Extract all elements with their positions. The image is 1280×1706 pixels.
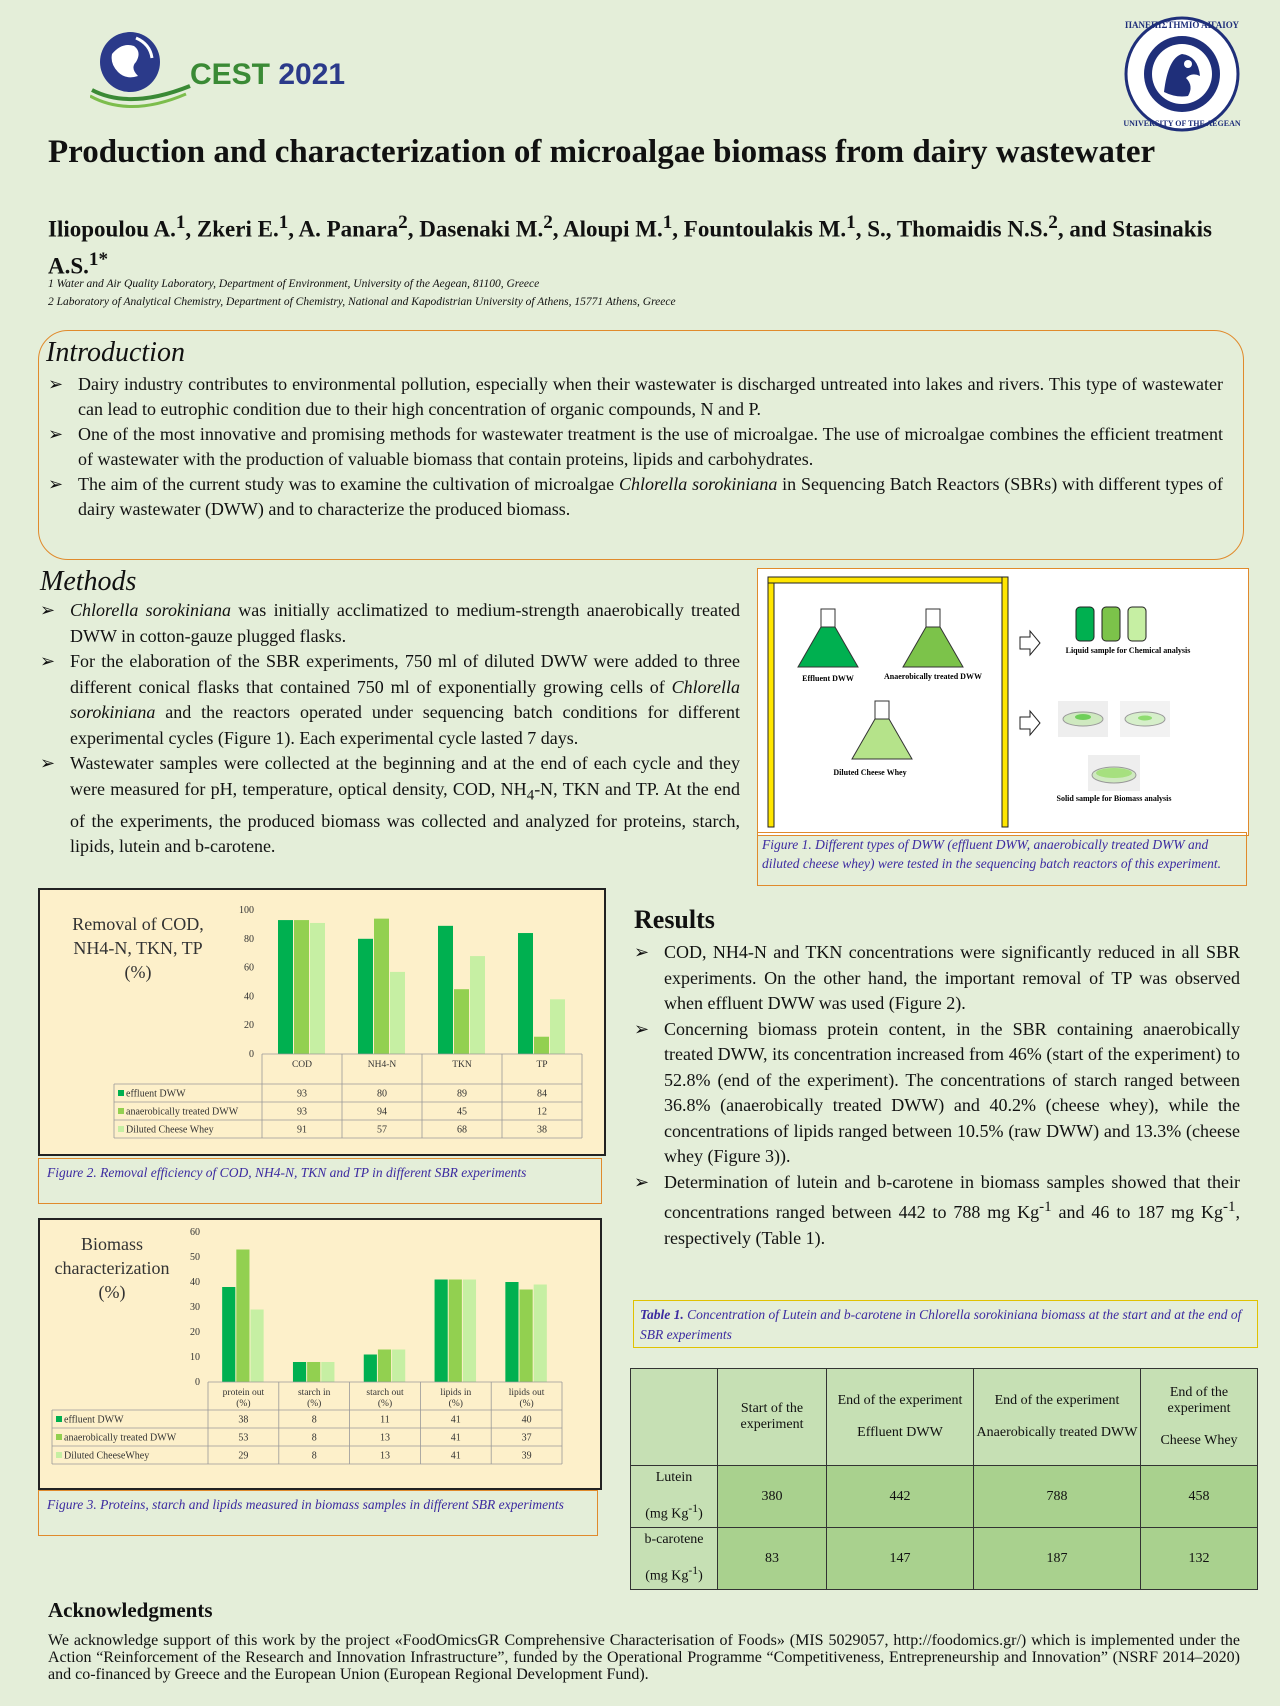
label-solid: Solid sample for Biomass analysis	[1056, 794, 1172, 803]
acknowledgments-text: We acknowledge support of this work by the project «FoodOmicsGR Comprehensive Characterisation of Foods» (MIS 5029057, http://foodomics.gr/) which is implemented under the Action “Reinforcement of the Research and Innovation Infrastructure”, funded by the Operational Programme “Competitiveness, Entrepreneurship and Innovation” (NSRF 2014–2020) and co-financed by Greece and the European Union (European Regional Development Fund).	[48, 1632, 1240, 1683]
data-label: 13	[380, 1450, 390, 1462]
legend-swatch	[118, 1090, 124, 1096]
x-tick-label: (%)	[448, 1399, 463, 1409]
legend-swatch	[56, 1452, 62, 1458]
author-list: Iliopoulou A.$^1$, Zkeri E.$^1$, A. Panara$^2$, Dasenaki M.$^2$, Aloupi M.$^1$, Fountoulakis M.$^1$, S., Thomaidis N.S.$^2$, and Stasinakis A.S.$^{1*}$	[48, 212, 1212, 279]
chart-title: Removal of COD,	[72, 914, 204, 934]
table-header-row	[631, 1369, 1258, 1466]
svg-text:UNIVERSITY OF THE AEGEAN: UNIVERSITY OF THE AEGEAN	[1123, 119, 1241, 128]
poster-title: Production and characterization of microalgae biomass from dairy wastewater	[48, 134, 1156, 170]
x-tick-label: (%)	[377, 1399, 393, 1409]
data-label: 91	[297, 1124, 307, 1136]
bar	[278, 920, 293, 1054]
legend-label: Diluted Cheese Whey	[126, 1124, 214, 1136]
figure-3-caption: Figure 3. Proteins, starch and lipids measured in biomass samples in different SBR experiments	[38, 1490, 598, 1536]
x-tick-label: COD	[291, 1060, 313, 1070]
y-tick-label: 40	[244, 991, 254, 1003]
y-tick-label: 40	[190, 1277, 200, 1288]
reactor-bar-right	[1002, 577, 1008, 827]
x-tick-label: starch in	[297, 1388, 331, 1398]
arrow-bullet-icon: ➢	[40, 600, 56, 620]
methods-list	[40, 598, 740, 860]
petri-dish-icon	[1058, 701, 1108, 737]
table-cell: 187	[974, 1528, 1141, 1590]
methods-heading: Methods	[40, 566, 137, 597]
results-list	[634, 940, 1240, 1251]
data-label: 94	[377, 1106, 387, 1118]
bar	[358, 939, 373, 1054]
data-label: 8	[311, 1432, 317, 1444]
y-tick-label: 80	[244, 933, 254, 945]
data-label: 37	[521, 1432, 532, 1444]
data-label: 12	[537, 1106, 547, 1118]
table-row	[631, 1528, 1258, 1590]
table-header-cell: Start of the experiment	[718, 1369, 827, 1466]
data-label: 11	[380, 1414, 390, 1426]
table-cell: 380	[718, 1466, 827, 1528]
y-tick-label: 50	[190, 1252, 200, 1263]
chart-removal-svg	[40, 890, 604, 1154]
flask-anaerobic-icon	[903, 609, 963, 667]
data-label: 39	[521, 1450, 532, 1462]
x-tick-label: TKN	[452, 1060, 472, 1070]
arrow-bullet-icon: ➢	[634, 1171, 650, 1192]
data-label: 57	[377, 1124, 387, 1136]
reactor-bar-top	[768, 577, 1008, 583]
affiliation-2: 2 Laboratory of Analytical Chemistry, Department of Chemistry, National and Kapodistrian University of Athens, 15771 Athens, Greece	[48, 296, 676, 308]
table-header-cell: End of the experiment Anaerobically treated DWW	[974, 1369, 1141, 1466]
list-item: ➢ Wastewater samples were collected at the beginning and at the end of each cycle and they were measured for pH, temperature, optical density, COD, $NH_4-N$, TKN and TP. At the end of the experiments, the produced biomass was collected and analyzed for proteins, starch, lipids, lutein and b-carotene.	[40, 753, 741, 857]
y-tick-label: 0	[249, 1049, 254, 1060]
arrow-right-icon	[1020, 711, 1040, 735]
table-header-cell: End of the experiment Cheese Whey	[1141, 1369, 1258, 1466]
chart-biomass-svg	[40, 1220, 600, 1488]
data-label: 93	[297, 1106, 307, 1118]
list-item: ➢ One of the most innovative and promising methods for wastewater treatment is the use of microalgae. The use of microalgae combines the efficient treatment of wastewater with the production of valuable biomass that contain proteins, lipids and carbohydrates.	[48, 424, 1223, 469]
data-label: 41	[450, 1414, 461, 1426]
bar	[392, 1350, 405, 1383]
y-tick-label: 30	[190, 1302, 200, 1313]
flask-effluent-icon	[798, 609, 858, 667]
data-label: 38	[238, 1414, 249, 1426]
cest-logo-text: CEST 2021	[190, 58, 346, 91]
bar	[250, 1310, 263, 1383]
bar	[390, 972, 405, 1054]
y-tick-label: 20	[190, 1327, 200, 1338]
table-cell: 83	[718, 1528, 827, 1590]
bar	[470, 956, 485, 1054]
label-liquid: Liquid sample for Chemical analysis	[1065, 646, 1191, 655]
legend-label: effluent DWW	[126, 1088, 186, 1100]
x-tick-label: (%)	[236, 1399, 251, 1409]
data-label: 29	[238, 1450, 249, 1462]
data-label: 41	[450, 1432, 461, 1444]
y-tick-label: 60	[190, 1227, 200, 1238]
x-tick-label: lipids out	[508, 1388, 545, 1398]
petri-dish-icon	[1088, 755, 1140, 791]
y-tick-label: 0	[195, 1377, 200, 1388]
arrow-bullet-icon: ➢	[634, 1018, 650, 1039]
list-item: ➢ Determination of lutein and b-carotene in biomass samples showed that their concentrations ranged between 442 to 788 mg $Kg^{-1}$ and 46 to 187 mg $Kg^{-1}$, respectively (Table 1).	[634, 1171, 1240, 1248]
arrow-bullet-icon: ➢	[48, 374, 64, 394]
list-item: ➢ The aim of the current study was to examine the cultivation of microalgae Chlorella sorokiniana in Sequencing Batch Reactors (SBRs) with different types of dairy wastewater (DWW) and to characterize the produced biomass.	[48, 474, 1223, 519]
legend-label: Diluted CheeseWhey	[64, 1450, 150, 1462]
data-label: 93	[297, 1088, 307, 1100]
y-tick-label: 20	[244, 1020, 254, 1032]
introduction-heading: Introduction	[46, 337, 185, 368]
data-label: 8	[311, 1450, 317, 1462]
table-1-caption: Table 1. Concentration of Lutein and b-carotene in Chlorella sorokiniana biomass at the start and at the end of SBR experiments	[633, 1300, 1258, 1348]
table-1	[630, 1368, 1258, 1590]
data-label: 68	[457, 1124, 467, 1136]
legend-swatch	[56, 1434, 62, 1440]
data-label: 84	[537, 1088, 547, 1100]
arrow-bullet-icon: ➢	[634, 942, 650, 962]
chart-title: (%)	[98, 1282, 126, 1302]
list-item: ➢ COD, NH4-N and TKN concentrations were significantly reduced in all SBR experiments. On the other hand, the important removal of TP was observed when effluent DWW was used (Figure 2).	[634, 942, 1240, 1013]
x-tick-label: (%)	[307, 1399, 322, 1409]
figure-1	[757, 568, 1249, 836]
petri-dish-icon	[1120, 701, 1170, 737]
legend-swatch	[118, 1108, 124, 1114]
bar	[222, 1287, 235, 1382]
bar	[378, 1350, 391, 1383]
bar	[520, 1290, 533, 1383]
chart-title: characterization	[54, 1258, 170, 1278]
chart-biomass	[38, 1218, 602, 1490]
reactor-bar-left	[768, 577, 774, 827]
figure-1-caption: Figure 1. Different types of DWW (effluent DWW, anaerobically treated DWW and diluted cheese whey) were tested in the sequencing batch reactors of this experiment.	[757, 832, 1247, 886]
chart-title: (%)	[124, 962, 152, 982]
table-header-cell	[631, 1369, 718, 1466]
legend-swatch	[118, 1126, 124, 1132]
label-anaerobic: Anaerobically treated DWW	[884, 672, 982, 681]
chart-removal	[38, 888, 606, 1156]
table-cell: 442	[827, 1466, 974, 1528]
introduction-list	[48, 372, 1223, 522]
arrow-bullet-icon: ➢	[40, 753, 56, 773]
bar	[505, 1282, 518, 1382]
list-item: ➢ Chlorella sorokiniana was initially acclimatized to medium-strength anaerobically treated DWW in cotton-gauze plugged flasks.	[40, 600, 740, 646]
data-label: 8	[311, 1414, 317, 1426]
legend-label: effluent DWW	[64, 1414, 124, 1426]
data-label: 45	[457, 1106, 467, 1118]
chart-title: Biomass	[80, 1234, 144, 1254]
bar	[310, 923, 325, 1054]
table-row-label: b-carotene (mg $Kg^{-1}$)	[631, 1528, 718, 1590]
bar	[293, 1362, 306, 1382]
data-label: 38	[537, 1124, 547, 1136]
label-diluted: Diluted Cheese Whey	[833, 768, 907, 777]
y-tick-label: 60	[244, 962, 254, 974]
table-cell: 132	[1141, 1528, 1258, 1590]
affiliation-1: 1 Water and Air Quality Laboratory, Department of Environment, University of the Aegean, 81100, Greece	[48, 278, 540, 290]
x-tick-label: lipids in	[440, 1388, 472, 1398]
svg-text:ΠΑΝΕΠΙΣΤΗΜΙΟ ΑΙΓΑΙΟΥ: ΠΑΝΕΠΙΣΤΗΜΙΟ ΑΙΓΑΙΟΥ	[1125, 20, 1239, 30]
bar	[454, 989, 469, 1054]
affiliations	[48, 275, 676, 311]
bar	[518, 933, 533, 1054]
bar	[236, 1250, 249, 1383]
university-aegean-logo	[1122, 14, 1242, 134]
x-tick-label: NH4-N	[367, 1060, 397, 1070]
bar	[321, 1362, 334, 1382]
legend-label: anaerobically treated DWW	[126, 1106, 239, 1118]
arrow-bullet-icon: ➢	[48, 424, 64, 444]
y-tick-label: 10	[190, 1352, 200, 1363]
x-tick-label: protein out	[222, 1388, 265, 1398]
results-heading: Results	[634, 905, 715, 934]
figure-1-diagram	[758, 569, 1248, 835]
liquid-sample-tubes-icon	[1076, 607, 1146, 641]
arrow-bullet-icon: ➢	[48, 474, 64, 494]
data-label: 53	[238, 1432, 249, 1444]
table-row-label: Lutein (mg $Kg^{-1}$)	[631, 1466, 718, 1528]
chart-title: NH4-N, TKN, TP	[73, 938, 203, 958]
table-row	[631, 1466, 1258, 1528]
y-tick-label: 100	[239, 905, 254, 916]
bar	[438, 926, 453, 1054]
flask-diluted-icon	[852, 701, 912, 759]
data-label: 40	[521, 1414, 532, 1426]
list-item: ➢ Dairy industry contributes to environmental pollution, especially when their wastewater is discharged untreated into lakes and rivers. This type of wastewater can lead to eutrophic condition due to their high concentration of organic compounds, N and P.	[48, 374, 1223, 419]
table-cell: 458	[1141, 1466, 1258, 1528]
table-cell: 788	[974, 1466, 1141, 1528]
data-label: 41	[450, 1450, 461, 1462]
table-cell: 147	[827, 1528, 974, 1590]
figure-2-caption: Figure 2. Removal efficiency of COD, NH4-N, TKN and TP in different SBR experiments	[38, 1158, 602, 1204]
list-item: ➢ For the elaboration of the SBR experiments, 750 ml of diluted DWW were added to three different conical flasks that contained 750 ml of exponentially growing cells of Chlorella sorokiniana and the reactors operated under sequencing batch conditions for different experimental cycles (Figure 1). Each experimental cycle lasted 7 days.	[40, 651, 740, 748]
data-label: 80	[377, 1088, 387, 1100]
bar	[364, 1355, 377, 1383]
data-label: 13	[380, 1432, 390, 1444]
legend-swatch	[56, 1416, 62, 1422]
arrow-right-icon	[1020, 631, 1040, 655]
arrow-bullet-icon: ➢	[40, 651, 56, 671]
label-effluent: Effluent DWW	[802, 674, 854, 683]
bar	[435, 1280, 448, 1383]
list-item: ➢ Concerning biomass protein content, in the SBR containing anaerobically treated DWW, its concentration increased from 46% (start of the experiment) to 52.8% (end of the experiment). The concentrations of starch ranged between 36.8% (anaerobically treated DWW) and 40.2% (cheese whey), while the concentrations of lipids ranged between 10.5% (raw DWW) and 13.3% (cheese whey (Figure 3)).	[634, 1018, 1240, 1166]
bar	[534, 1285, 547, 1383]
bar	[534, 1037, 549, 1054]
x-tick-label: starch out	[366, 1388, 404, 1398]
x-tick-label: TP	[536, 1060, 548, 1070]
acknowledgments-heading: Acknowledgments	[48, 1598, 213, 1622]
bar	[307, 1362, 320, 1382]
table-header-cell: End of the experiment Effluent DWW	[827, 1369, 974, 1466]
bar	[550, 999, 565, 1054]
bar	[449, 1280, 462, 1383]
bar	[294, 920, 309, 1054]
x-tick-label: (%)	[519, 1399, 534, 1409]
legend-label: anaerobically treated DWW	[64, 1432, 177, 1444]
data-label: 89	[457, 1088, 467, 1100]
bar	[463, 1280, 476, 1383]
bar	[374, 919, 389, 1054]
